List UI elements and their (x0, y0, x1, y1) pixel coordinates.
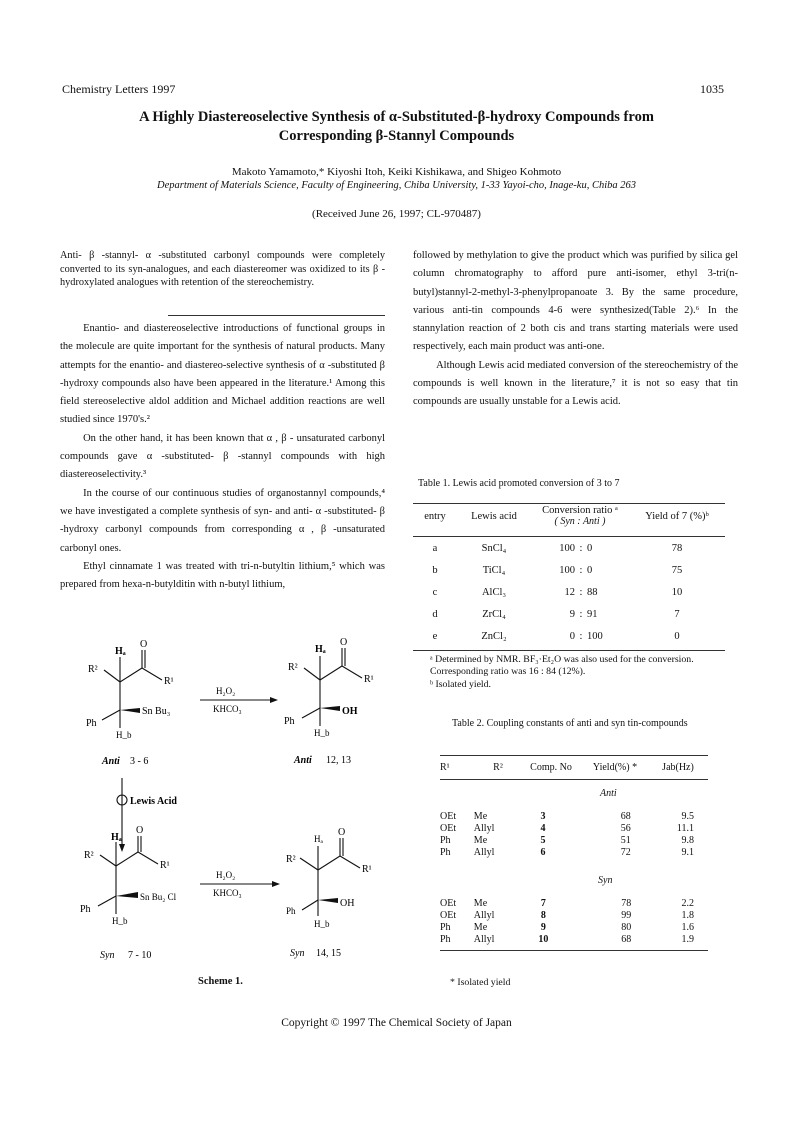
bond (340, 856, 360, 868)
ha-label: Hₐ (314, 834, 323, 844)
bond (120, 668, 142, 682)
journal-name: Chemistry Letters 1997 (62, 82, 176, 96)
paragraph: followed by methylation to give the product which was purified by silica gel column chromatography to afford pure anti-isomer, ethyl 3-tri(n-butyl)stannyl-2-methyl-3-phenylpropanoate 3. By the same procedure, various anti-tin compounds 4-6 were synthesized(Table 2).⁶ In the stannylation reaction of 2 both cis and trans starting materials were used respectively, each main product was anti-one. (413, 250, 738, 353)
table2-header: Yield(%) * (592, 761, 638, 773)
ha-label: Hₐ (111, 832, 122, 843)
hb-label: H_b (314, 919, 330, 929)
hb-label: H_b (112, 916, 128, 926)
wedge-bond (320, 706, 340, 711)
table2-syn-rows (440, 898, 708, 946)
table1-header: Conversion ratio ᵃ ( Syn : Anti ) (531, 505, 629, 528)
table-row: e ZnCl₂ 0 : 100 0 (432, 630, 680, 642)
reagent-h2o2: H₂O₂ (216, 686, 236, 696)
table2-header: Comp. No (530, 761, 572, 773)
table1-top-rule (413, 503, 725, 504)
anti-product-numbers: 12, 13 (326, 755, 351, 766)
anti-product-label: Anti (294, 755, 312, 766)
bond (302, 708, 320, 718)
oxygen-label: O (340, 637, 348, 648)
table1-subheader: ( Syn : Anti ) (554, 516, 606, 527)
scheme-caption: Scheme 1. (198, 976, 243, 987)
anti-sm-numbers: 3 - 6 (130, 756, 149, 767)
abstract-divider (168, 315, 385, 316)
affiliation: Department of Materials Science, Faculty of Engineering, Chiba University, 1-33 Yayoi-cho, Inage-ku, Chiba 263 (156, 180, 637, 191)
r1-label: R¹ (364, 674, 374, 685)
r2-label: R² (84, 850, 94, 861)
arrow-head (119, 844, 125, 852)
table2-header-row (440, 757, 708, 777)
table-row: OEt Me 7 78 2.2 (440, 898, 694, 909)
table2-header: Jab(Hz) (662, 761, 694, 773)
bond (300, 858, 318, 870)
bond (102, 710, 120, 720)
r2-label: R² (88, 664, 98, 675)
hb-label: H_b (314, 728, 330, 738)
title-line-2: Corresponding β-Stannyl Compounds (278, 128, 515, 144)
table-row: OEt Allyl 4 56 11.1 (440, 823, 694, 834)
bond (98, 896, 116, 906)
paragraph: Enantio- and diastereoselective introductions of functional groups in the molecule are quite important for the synthesis of natural products. Many attempts for the enantio- and diastereo-selective synthesis of α -substituted β -hydroxy compounds also have been appeared in the literature.¹ Among this field stereoselective aldol addition and Michael addition reactions are well studied since 1970's.² (60, 323, 385, 426)
table1-caption: Table 1. Lewis acid promoted conversion of 3 to 7 (418, 478, 620, 489)
r1-label: R¹ (160, 860, 170, 871)
table1 (413, 505, 725, 528)
r1-label: R¹ (164, 676, 174, 687)
ph-label: Ph (286, 906, 296, 916)
table-row: OEt Me 3 68 9.5 (440, 811, 694, 822)
table2-anti-rows (440, 811, 708, 859)
table1-footnote-b: ᵇ Isolated yield. (430, 679, 491, 690)
syn-product-label: Syn (290, 948, 305, 959)
table-row: Ph Allyl 6 72 9.1 (440, 847, 694, 858)
paragraph: Ethyl cinnamate 1 was treated with tri-n-butyltin lithium,⁵ which was prepared from hexa-n-butylditin with n-butyl lithium, (60, 560, 385, 591)
bond (142, 668, 162, 680)
table-row: OEt Allyl 8 99 1.8 (440, 910, 694, 921)
table-row: b TiCl₄ 100 : 0 75 (432, 564, 683, 576)
bond (100, 855, 116, 866)
oh-label: OH (340, 898, 355, 909)
table2-bottom-rule (440, 950, 708, 951)
snbu2cl-label: Sn Bu₂ Cl (140, 892, 177, 902)
lewis-acid-label: Lewis Acid (130, 796, 177, 807)
received-date: (Received June 26, 1997; CL-970487) (312, 208, 481, 220)
arrow-head (272, 881, 280, 887)
oxygen-label: O (140, 639, 148, 650)
table2-footnote: * Isolated yield (450, 977, 511, 988)
anti-sm-label: Anti (102, 756, 120, 767)
scheme-1-diagram (60, 630, 400, 960)
reagent-h2o2: H₂O₂ (216, 870, 236, 880)
oxygen-label: O (136, 825, 144, 836)
table-row: d ZrCl₄ 9 : 91 7 (432, 608, 680, 620)
reagent-khco3: KHCO₃ (213, 888, 242, 898)
table2-header: R¹ (440, 761, 450, 773)
ha-label: Hₐ (315, 644, 326, 655)
bond (318, 856, 340, 870)
article-title (60, 108, 733, 146)
syn-sm-label: Syn (100, 950, 115, 960)
table-row: c AlCl₃ 12 : 88 10 (432, 586, 683, 598)
wedge-bond (120, 708, 140, 713)
table-row: Ph Me 9 80 1.6 (440, 922, 694, 933)
ph-label: Ph (80, 904, 91, 915)
left-body-text (60, 320, 385, 594)
table1-footnote-a: ᵃ Determined by NMR. BF₃·Et₂O was also used for the conversion. Corresponding ratio was 16 : 84 (12%). (430, 654, 694, 677)
table-row: a SnCl₄ 100 : 0 78 (432, 542, 683, 554)
r2-label: R² (286, 854, 296, 865)
wedge-bond (318, 898, 338, 903)
snbu3-label: Sn Bu₃ (142, 706, 171, 717)
r1-label: R¹ (362, 864, 372, 875)
right-body-text (413, 247, 738, 412)
table-row: Ph Allyl 10 68 1.9 (440, 934, 694, 945)
ha-label: Hₐ (115, 646, 126, 657)
bond (320, 666, 342, 680)
bond (342, 666, 362, 678)
table1-bottom-rule (413, 650, 725, 651)
reagent-khco3: KHCO₃ (213, 704, 242, 714)
table-row: Ph Me 5 51 9.8 (440, 835, 694, 846)
bond (302, 900, 318, 910)
wedge-bond (116, 892, 138, 898)
table2-caption: Table 2. Coupling constants of anti and syn tin-compounds (452, 718, 688, 729)
syn-sm-numbers: 7 - 10 (128, 950, 152, 960)
syn-product-numbers: 14, 15 (316, 948, 341, 959)
paragraph: In the course of our continuous studies of organostannyl compounds,⁴ we have investigated a complete synthesis of syn- and anti- α -substituted- β -hydroxy carbonyl compounds from corresponding α , β -unsaturated carbonyl ones. (60, 487, 385, 554)
table2-mid-rule (440, 779, 708, 780)
oh-label: OH (342, 706, 358, 717)
table2-top-rule (440, 755, 708, 756)
bond (104, 670, 120, 682)
arrow-head (270, 697, 278, 703)
authors: Makoto Yamamoto,* Kiyoshi Itoh, Keiki Kishikawa, and Shigeo Kohmoto (231, 166, 562, 178)
table2-anti-label: Anti (600, 788, 617, 799)
bond (138, 852, 158, 864)
oxygen-label: O (338, 827, 346, 838)
copyright-footer: Copyright © 1997 The Chemical Society of Japan (281, 1017, 512, 1029)
title-line-1: A Highly Diastereoselective Synthesis of α-Substituted-β-hydroxy Compounds from (139, 109, 654, 125)
r2-label: R² (288, 662, 298, 673)
abstract: Anti- β -stannyl- α -substituted carbonyl compounds were completely converted to its syn-analogues, and each diastereomer was oxidized to its β -hydroxylated analogues with retention of the stereochemistry. (60, 250, 385, 288)
bond (116, 852, 138, 866)
ph-label: Ph (284, 716, 295, 727)
table1-header: entry (424, 511, 446, 522)
bond (304, 668, 320, 680)
table1-header: Yield of 7 (%)ᵇ (645, 511, 709, 522)
table2-header: R² (493, 761, 503, 773)
hb-label: H_b (116, 730, 132, 740)
paragraph: Although Lewis acid mediated conversion of the stereochemistry of the compounds is well known in the literature,⁷ it is not so easy that tin compounds are usually unstable for a Lewis acid. (413, 359, 738, 408)
table1-header: Lewis acid (471, 511, 517, 522)
table2-syn-label: Syn (598, 875, 613, 886)
table1-body (413, 537, 725, 647)
page-number: 1035 (700, 82, 724, 96)
paragraph: On the other hand, it has been known that α , β - unsaturated carbonyl compounds gave α -substituted- β -stannyl compounds with high diastereoselectivity.³ (60, 432, 385, 481)
ph-label: Ph (86, 718, 97, 729)
